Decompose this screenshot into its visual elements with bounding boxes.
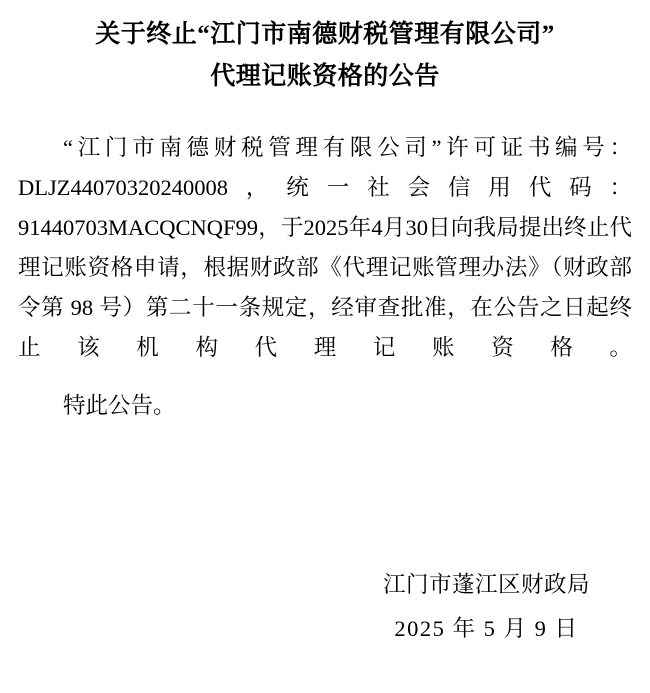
paragraph-spacer: [18, 368, 632, 386]
signature-block: [383, 563, 590, 651]
signature-date: 2025 年 5 月 9 日: [394, 616, 579, 641]
body-paragraph-2: 特此公告。: [63, 393, 176, 418]
body-paragraph-1: “江门市南德财税管理有限公司”许可证书编号：DLJZ44070320240008，统一社会信用代码：91440703MACQCNQF99，于2025年4月30日向我局提出终止代理记账资格申请，根据财政部《代理记账管理办法》（财政部令第 98 号）第二十一条规定，经审查批准，在公告之日起终止该机构代理记账资格。: [18, 135, 632, 360]
title-line-2: 代理记账资格的公告: [210, 63, 440, 90]
document-body: [18, 128, 632, 426]
title-line-1: 关于终止“江门市南德财税管理有限公司”: [95, 21, 555, 48]
page-title: [18, 14, 632, 98]
signature-organization: 江门市蓬江区财政局: [382, 572, 590, 597]
